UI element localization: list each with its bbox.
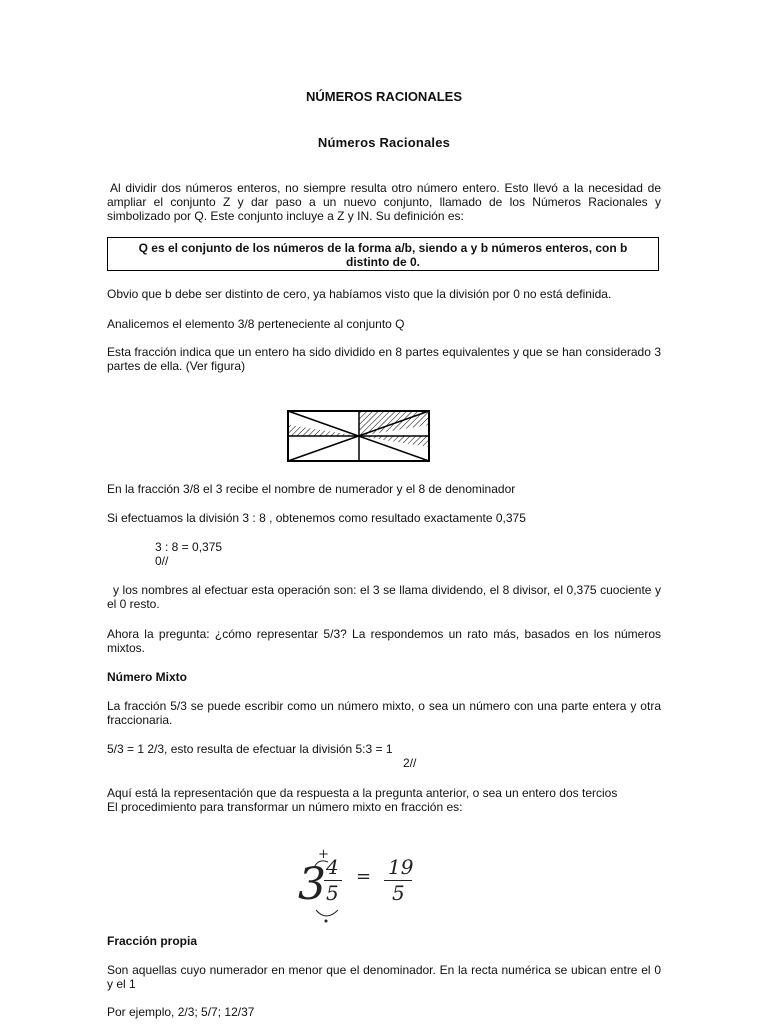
hatched-part [359,436,429,447]
paragraph-representacion: Aquí está la representación que da respuesta a la pregunta anterior, o sea un entero dos tercios [107,786,618,800]
paragraph-mixto-equation: 5/3 = 1 2/3, esto resulta de efectuar la división 5:3 = 1 [107,742,393,756]
division-result: 3 : 8 = 0,375 [155,540,223,554]
paragraph-division: Si efectuamos la división 3 : 8 , obtenemos como resultado exactamente 0,375 [107,511,526,525]
mixed-whole: 3 [298,859,326,910]
mixed-denominator: 5 [326,881,339,905]
paragraph-mixto: La fracción 5/3 se puede escribir como un número mixto, o sea un número con una parte entera y otra fraccionaria. [107,699,661,727]
paragraph-numerador: En la fracción 3/8 el 3 recibe el nombre de numerador y el 8 de denominador [107,482,516,496]
fraction-figure [285,408,433,464]
paragraph-ejemplo: Por ejemplo, 2/3; 5/7; 12/37 [107,1005,255,1019]
page-title: NÚMEROS RACIONALES [305,89,462,104]
mixto-remainder: 2// [403,756,417,770]
hatched-part [289,425,359,436]
paragraph-b-nonzero: Obvio que b debe ser distinto de cero, ya habíamos visto que la división por 0 no está definida. [107,287,612,301]
paragraph-pregunta: Ahora la pregunta: ¿cómo representar 5/3? La respondemos un rato más, basados en los números mixtos. [107,627,661,655]
paragraph-nombres: y los nombres al efectuar esta operación son: el 3 se llama dividendo, el 8 divisor, el 0,375 cuociente y el 0 resto. [107,583,661,611]
paragraph-propia: Son aquellas cuyo numerador en menor que el denominador. En la recta numérica se ubican entre el 0 y el 1 [107,963,661,991]
paragraph-fraccion-indica: Esta fracción indica que un entero ha sido dividido en 8 partes equivalentes y que se han considerado 3 partes de ella. (Ver figura) [107,345,661,373]
result-numerator: 19 [388,855,414,879]
paragraph-analicemos: Analicemos el elemento 3/8 perteneciente al conjunto Q [107,317,405,331]
plus-mark: + [318,847,329,862]
fraction-figure-svg [285,408,433,464]
section-subtitle: Números Racionales [317,135,451,150]
heading-numero-mixto: Número Mixto [107,670,188,684]
intro-paragraph: Al dividir dos números enteros, no siempre resulta otro número entero. Esto llevó a la necesidad de ampliar el conjunto Z y dar paso a un nuevo conjunto, llamado de los Números Racionales y simbolizado por Q. Este conjunto incluye a Z y IN. Su definición es: [107,181,661,223]
division-remainder: 0// [155,554,169,568]
heading-fraccion-propia: Fracción propia [107,934,198,948]
paragraph-procedimiento: El procedimiento para transformar un número mixto en fracción es: [107,800,463,814]
definition-box: Q es el conjunto de los números de la forma a/b, siendo a y b números enteros, con b distinto de 0. [107,237,659,271]
handwritten-conversion [296,848,426,928]
arrow-curve-icon [314,908,340,924]
result-denominator: 5 [392,881,405,905]
equals-sign: = [356,866,372,887]
mixed-numerator: 4 [326,855,339,879]
